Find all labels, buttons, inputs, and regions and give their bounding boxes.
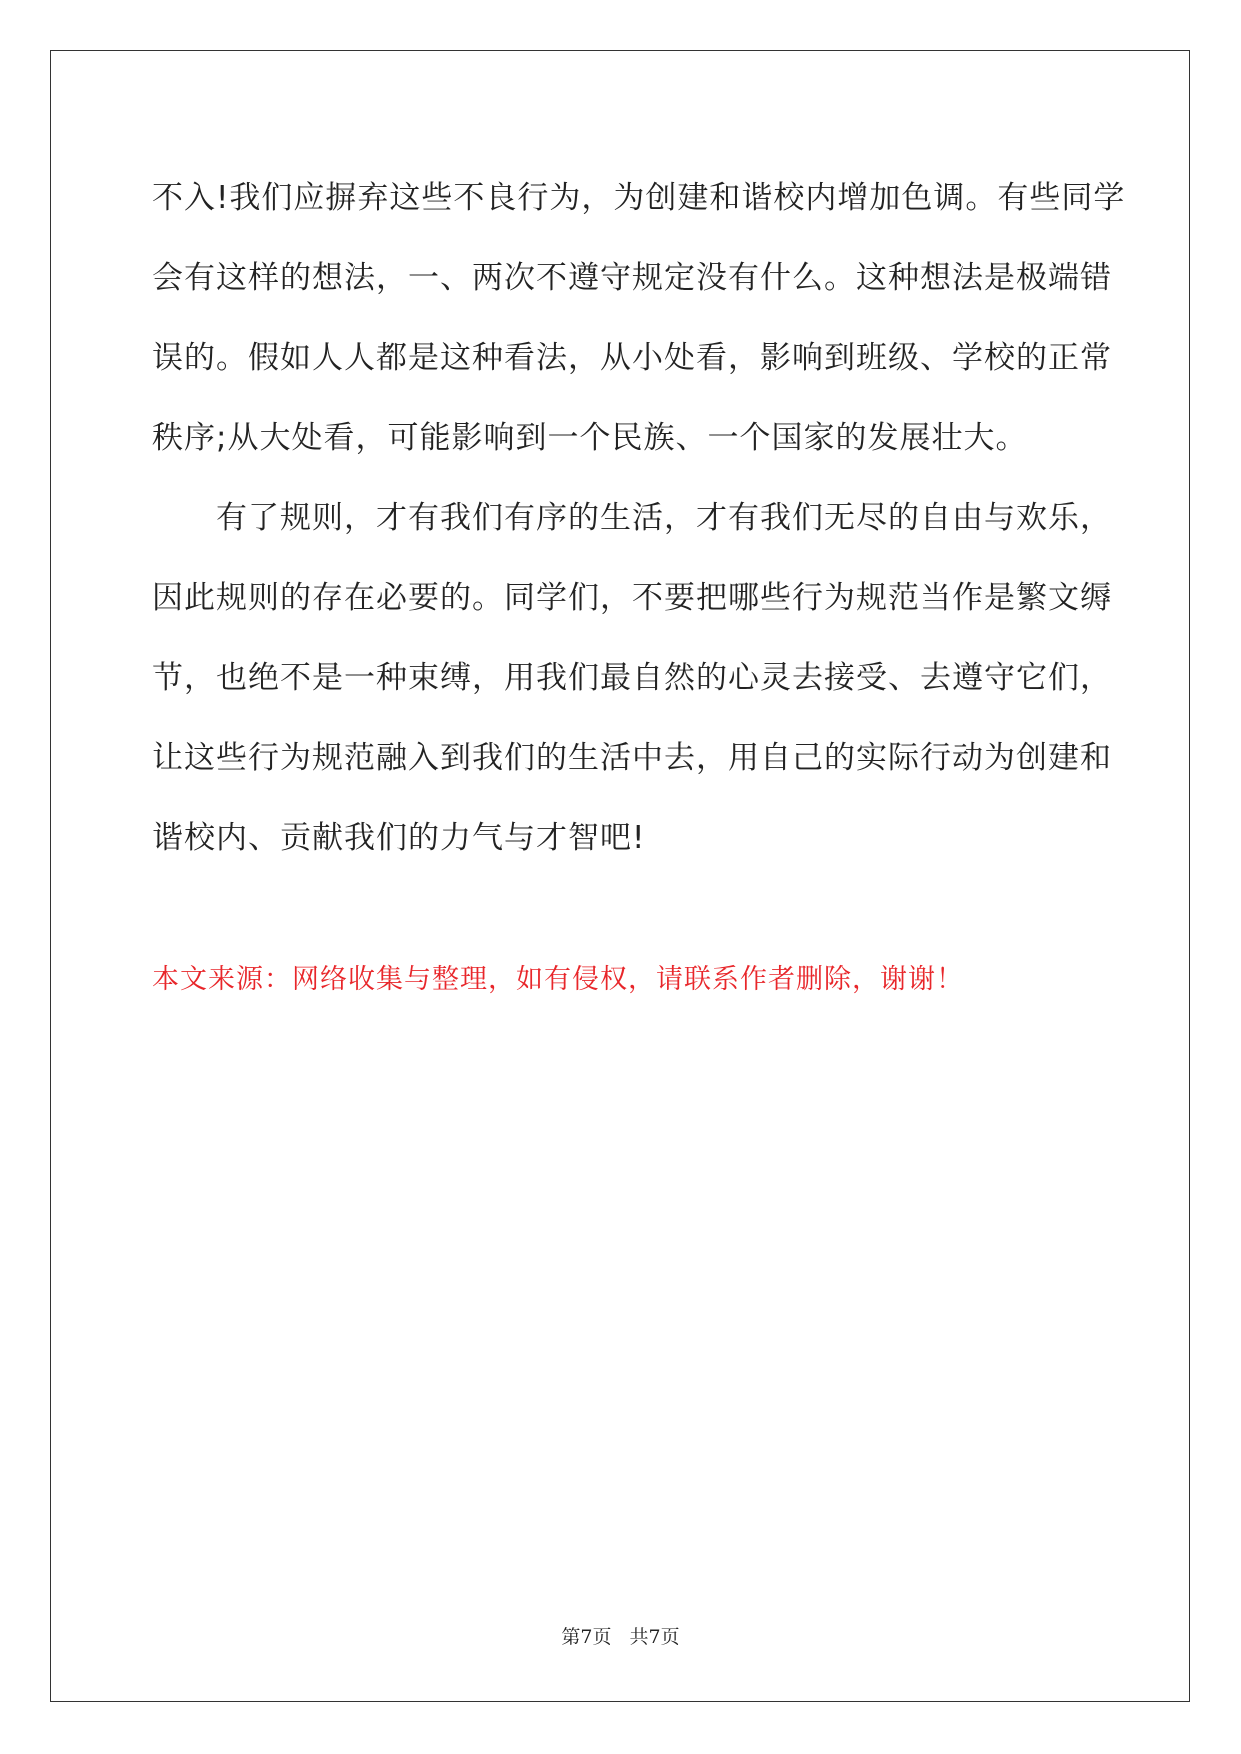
text-line: 因此规则的存在必要的。同学们，不要把哪些行为规范当作是繁文缛: [152, 580, 1112, 616]
text-line: 秩序;从大处看，可能影响到一个民族、一个国家的发展壮大。: [152, 420, 1028, 456]
page-footer: [0, 1622, 1241, 1649]
source-disclaimer: 本文来源：网络收集与整理，如有侵权，请联系作者删除，谢谢！: [152, 964, 964, 995]
text-line: 让这些行为规范融入到我们的生活中去，用自己的实际行动为创建和: [152, 740, 1112, 776]
text-line: 会有这样的想法，一、两次不遵守规定没有什么。这种想法是极端错: [152, 260, 1112, 296]
paragraph-1: [152, 158, 1126, 478]
paragraph-2: [152, 478, 1112, 878]
page-number-total: 共7页: [629, 1626, 680, 1648]
page-number-current: 第7页: [561, 1626, 612, 1648]
text-line: 有了规则，才有我们有序的生活，才有我们无尽的自由与欢乐，: [216, 500, 1112, 536]
text-line: 节，也绝不是一种束缚，用我们最自然的心灵去接受、去遵守它们，: [152, 660, 1112, 696]
document-body: [152, 158, 1126, 878]
text-line: 不入!我们应摒弃这些不良行为，为创建和谐校内增加色调。有些同学: [152, 180, 1126, 216]
text-line: 误的。假如人人都是这种看法，从小处看，影响到班级、学校的正常: [152, 340, 1112, 376]
text-line: 谐校内、贡献我们的力气与才智吧!: [152, 820, 646, 856]
